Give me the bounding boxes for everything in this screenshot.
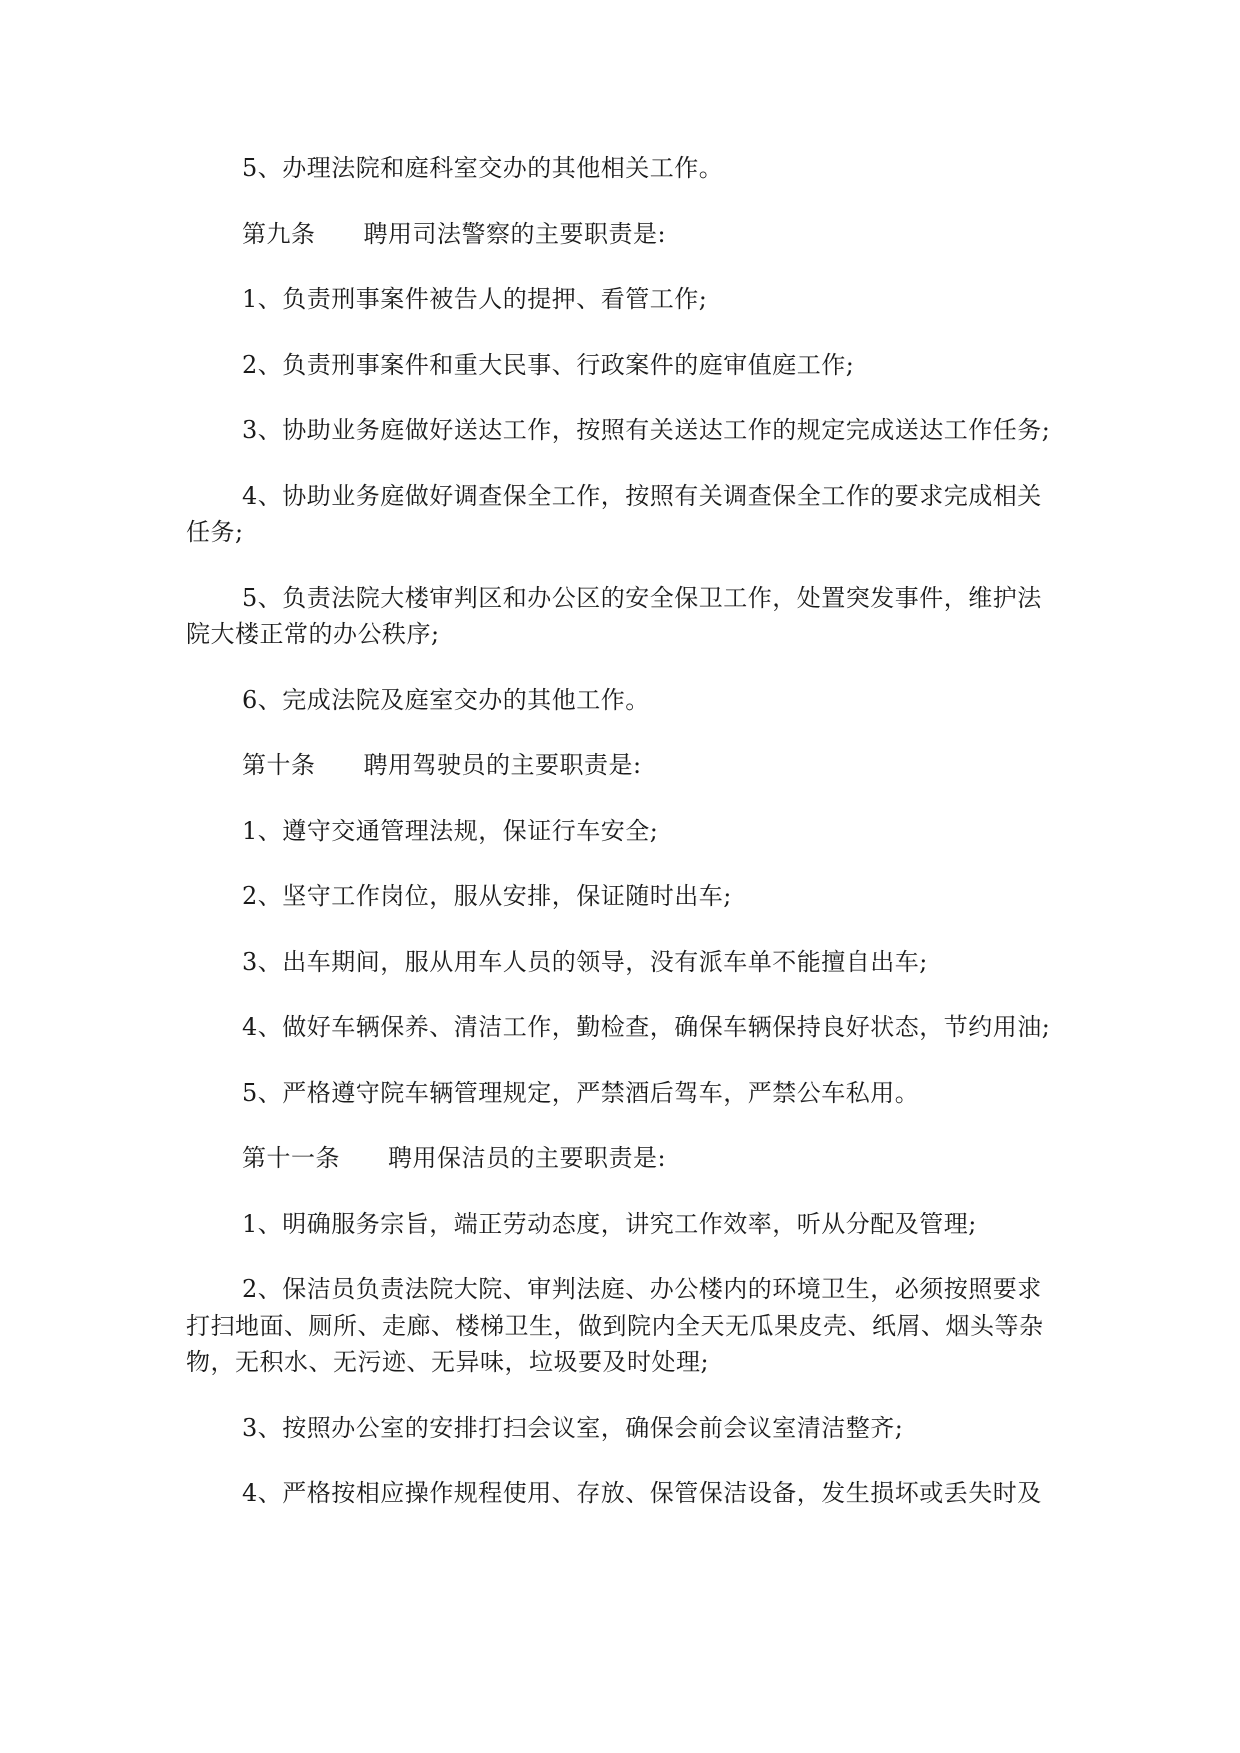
- paragraph-text: 1、遵守交通管理法规，保证行车安全;: [242, 816, 659, 845]
- paragraph: [186, 1206, 1056, 1243]
- paragraph-text: 1、明确服务宗旨，端正劳动态度，讲究工作效率，听从分配及管理;: [242, 1209, 977, 1238]
- paragraph-text: 4、做好车辆保养、清洁工作，勤检查，确保车辆保持良好状态，节约用油;: [242, 1013, 1051, 1041]
- article-title: 聘用驾驶员的主要职责是:: [363, 751, 642, 779]
- paragraph: [186, 1410, 1056, 1447]
- paragraph: [186, 682, 1056, 719]
- paragraph-text: 4、协助业务庭做好调查保全工作，按照有关调查保全工作的要求完成相关任务;: [186, 481, 1042, 546]
- paragraph: [186, 150, 1056, 187]
- article-title: 聘用保洁员的主要职责是:: [388, 1144, 667, 1172]
- document-body: [186, 150, 1056, 1541]
- paragraph: [186, 281, 1056, 318]
- paragraph: [186, 347, 1056, 384]
- paragraph-text: 3、协助业务庭做好送达工作，按照有关送达工作的规定完成送达工作任务;: [242, 416, 1051, 444]
- paragraph: [186, 580, 1056, 653]
- article-number: 第九条: [242, 219, 316, 248]
- paragraph-text: 3、按照办公室的安排打扫会议室，确保会前会议室清洁整齐;: [242, 1413, 904, 1442]
- paragraph-text: 3、出车期间，服从用车人员的领导，没有派车单不能擅自出车;: [242, 947, 928, 976]
- paragraph-text: 5、办理法院和庭科室交办的其他相关工作。: [242, 154, 724, 182]
- article-number: 第十一条: [242, 1144, 340, 1172]
- paragraph-text: 6、完成法院及庭室交办的其他工作。: [242, 685, 650, 714]
- paragraph: [186, 813, 1056, 850]
- paragraph: [186, 412, 1056, 449]
- article-heading-10: [186, 747, 1056, 784]
- paragraph-text: 1、负责刑事案件被告人的提押、看管工作;: [242, 285, 708, 313]
- article-number: 第十条: [242, 751, 316, 779]
- article-title: 聘用司法警察的主要职责是:: [363, 219, 667, 248]
- paragraph: [186, 1009, 1056, 1046]
- paragraph: [186, 944, 1056, 981]
- paragraph-text: 2、坚守工作岗位，服从安排，保证随时出车;: [242, 882, 732, 910]
- paragraph-text: 4、严格按相应操作规程使用、存放、保管保洁设备，发生损坏或丢失时及: [242, 1479, 1042, 1507]
- paragraph: [186, 878, 1056, 915]
- paragraph: [186, 1271, 1056, 1381]
- article-heading-11: [186, 1140, 1056, 1177]
- paragraph: [186, 1075, 1056, 1112]
- article-heading-9: [186, 216, 1056, 253]
- paragraph-text: 5、严格遵守院车辆管理规定，严禁酒后驾车，严禁公车私用。: [242, 1078, 920, 1107]
- paragraph-text: 2、保洁员负责法院大院、审判法庭、办公楼内的环境卫生，必须按照要求打扫地面、厕所、走廊、楼梯卫生，做到院内全天无瓜果皮壳、纸屑、烟头等杂物，无积水、无污迹、无异味，垃圾要及时处理;: [186, 1275, 1044, 1376]
- paragraph: [186, 1475, 1056, 1512]
- paragraph-text: 2、负责刑事案件和重大民事、行政案件的庭审值庭工作;: [242, 350, 855, 379]
- paragraph-text: 5、负责法院大楼审判区和办公区的安全保卫工作，处置突发事件，维护法院大楼正常的办公秩序;: [186, 583, 1042, 648]
- paragraph: [186, 478, 1056, 551]
